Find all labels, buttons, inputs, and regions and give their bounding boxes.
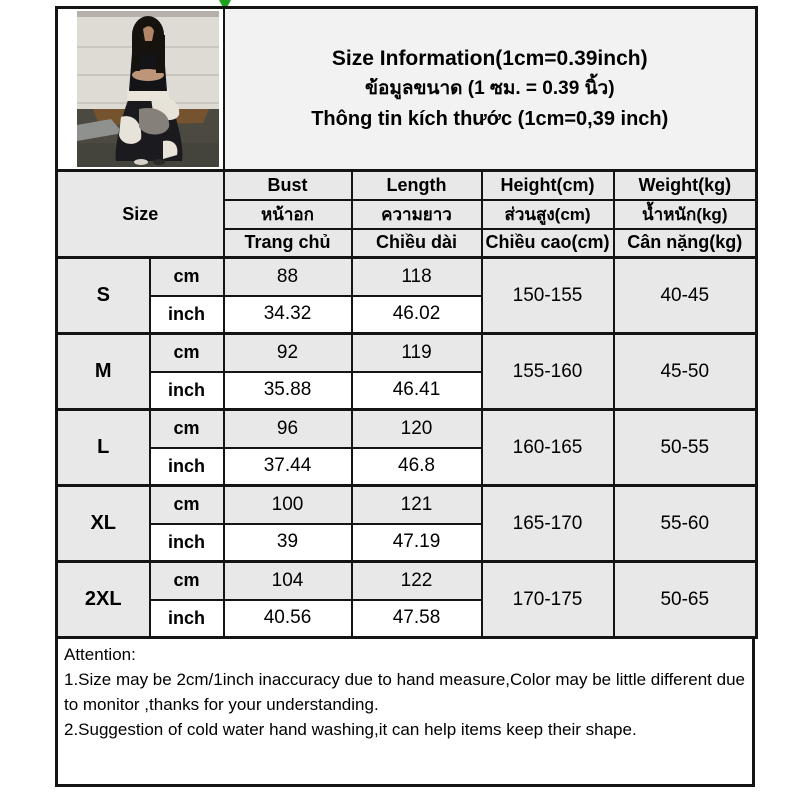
- bust-cm-value: 88: [224, 258, 352, 296]
- size-table: [55, 6, 758, 639]
- length-inch-value: 46.41: [352, 372, 482, 410]
- weight-value: 40-45: [614, 258, 757, 334]
- col-header-bust-th: หน้าอก: [224, 200, 352, 229]
- product-photo: [58, 9, 223, 169]
- attention-item-1: 1.Size may be 2cm/1inch inaccuracy due to hand measure,Color may be little different due to monitor ,thanks for your understanding.: [64, 670, 745, 714]
- weight-value: 50-55: [614, 410, 757, 486]
- height-value: 170-175: [482, 562, 614, 638]
- col-header-height-en: Height(cm): [482, 171, 614, 200]
- length-cm-value: 119: [352, 334, 482, 372]
- length-inch-value: 47.19: [352, 524, 482, 562]
- unit-cell-cm: cm: [150, 334, 224, 372]
- title-english: Size Information(1cm=0.39inch): [331, 47, 648, 70]
- col-header-bust-vi: Trang chủ: [224, 229, 352, 258]
- unit-cell-cm: cm: [150, 562, 224, 600]
- product-photo-illustration: [77, 11, 219, 167]
- bust-inch-value: 34.32: [224, 296, 352, 334]
- unit-cell-cm: cm: [150, 258, 224, 296]
- size-cell: 2XL: [57, 562, 150, 638]
- product-photo-cell: [57, 8, 224, 171]
- weight-value: 45-50: [614, 334, 757, 410]
- length-cm-value: 118: [352, 258, 482, 296]
- title-cell: [224, 8, 757, 171]
- col-header-length-en: Length: [352, 171, 482, 200]
- height-value: 155-160: [482, 334, 614, 410]
- size-cell: M: [57, 334, 150, 410]
- col-header-weight-vi: Cân nặng(kg): [614, 229, 757, 258]
- length-inch-value: 47.58: [352, 600, 482, 638]
- height-value: 150-155: [482, 258, 614, 334]
- col-header-weight-th: น้ำหนัก(kg): [614, 200, 757, 229]
- size-cell: L: [57, 410, 150, 486]
- unit-cell-cm: cm: [150, 410, 224, 448]
- unit-cell-inch: inch: [150, 600, 224, 638]
- bust-cm-value: 96: [224, 410, 352, 448]
- bust-inch-value: 39: [224, 524, 352, 562]
- weight-value: 55-60: [614, 486, 757, 562]
- bust-inch-value: 40.56: [224, 600, 352, 638]
- bust-cm-value: 100: [224, 486, 352, 524]
- height-value: 165-170: [482, 486, 614, 562]
- sheet: [55, 6, 755, 787]
- unit-cell-inch: inch: [150, 296, 224, 334]
- col-header-height-th: ส่วนสูง(cm): [482, 200, 614, 229]
- weight-value: 50-65: [614, 562, 757, 638]
- length-cm-value: 122: [352, 562, 482, 600]
- height-value: 160-165: [482, 410, 614, 486]
- bust-cm-value: 104: [224, 562, 352, 600]
- attention-box: [55, 636, 755, 787]
- title-thai: ข้อมูลขนาด (1 ซม. = 0.39 นิ้ว): [364, 78, 615, 99]
- bust-inch-value: 37.44: [224, 448, 352, 486]
- col-header-length-vi: Chiều dài: [352, 229, 482, 258]
- attention-heading: Attention:: [64, 645, 136, 664]
- attention-item-2: 2.Suggestion of cold water hand washing,it can help items keep their shape.: [64, 720, 637, 739]
- title-vietnamese: Thông tin kích thước (1cm=0,39 inch): [311, 108, 669, 130]
- unit-cell-inch: inch: [150, 448, 224, 486]
- unit-cell-inch: inch: [150, 524, 224, 562]
- length-inch-value: 46.8: [352, 448, 482, 486]
- length-cm-value: 121: [352, 486, 482, 524]
- col-header-weight-en: Weight(kg): [614, 171, 757, 200]
- unit-cell-cm: cm: [150, 486, 224, 524]
- length-cm-value: 120: [352, 410, 482, 448]
- col-header-height-vi: Chiều cao(cm): [482, 229, 614, 258]
- unit-cell-inch: inch: [150, 372, 224, 410]
- size-cell: XL: [57, 486, 150, 562]
- size-header: Size: [57, 171, 224, 258]
- bust-cm-value: 92: [224, 334, 352, 372]
- col-header-length-th: ความยาว: [352, 200, 482, 229]
- length-inch-value: 46.02: [352, 296, 482, 334]
- bust-inch-value: 35.88: [224, 372, 352, 410]
- col-header-bust-en: Bust: [224, 171, 352, 200]
- size-cell: S: [57, 258, 150, 334]
